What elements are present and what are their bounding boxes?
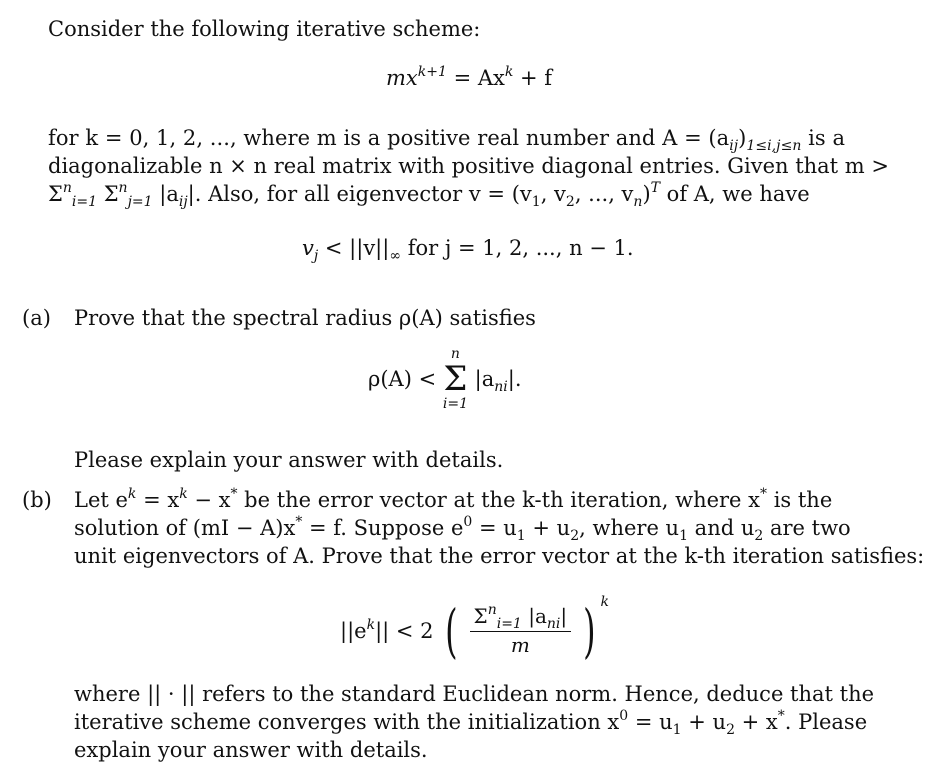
part-b-paren-open: ( xyxy=(445,596,458,665)
part-b-l2-g: are two xyxy=(763,516,851,540)
cond-sub: j xyxy=(313,248,319,264)
part-b-line2 xyxy=(74,514,851,542)
part-b-l1-sup2: k xyxy=(179,486,188,502)
part-b-frac-sum-sup: n xyxy=(487,602,497,618)
part-b-l5-sub: 1 xyxy=(672,722,682,738)
part-b-l1-c: − x xyxy=(187,488,231,512)
part-a-ineq-end: |. xyxy=(507,367,522,391)
part-b-l1-sup3: * xyxy=(230,486,238,502)
part-a-ineq-right: |a xyxy=(474,367,495,391)
part-b-l5-a: iterative scheme converges with the initialization x xyxy=(74,710,620,734)
para1-line1-sub: ij xyxy=(729,138,739,154)
part-b-l1-a: Let e xyxy=(74,488,128,512)
para1-v1-sub: 1 xyxy=(531,194,541,210)
scheme-rhs-b: + f xyxy=(520,66,553,90)
part-b-l1-b: = x xyxy=(136,488,180,512)
part-a-sum-top: n xyxy=(450,346,460,362)
para1-line1 xyxy=(48,124,845,152)
part-b-l5-sub2: 2 xyxy=(726,722,735,738)
part-b-l2-e: , where u xyxy=(579,516,680,540)
para1-vn-sub: n xyxy=(633,194,643,210)
cond-sub2: ∞ xyxy=(389,248,402,264)
scheme-rhs-sup: k xyxy=(504,64,514,80)
part-b-frac-abs-close: | xyxy=(560,604,568,628)
part-b-frac-sum-sub: i=1 xyxy=(496,616,522,632)
part-b-l2-sup2: 0 xyxy=(463,514,473,530)
scheme-equation xyxy=(386,64,552,92)
cond-post: for j = 1, 2, ..., n − 1. xyxy=(401,236,634,260)
cond-mid: < ||v|| xyxy=(318,236,390,260)
part-a-text: Prove that the spectral radius ρ(A) satisfies xyxy=(74,306,536,330)
intro-text: Consider the following iterative scheme: xyxy=(48,17,481,41)
para1-v2-sub: 2 xyxy=(565,194,575,210)
part-b-l5-e: . Please xyxy=(784,710,868,734)
para1-abs-sub: ij xyxy=(178,194,188,210)
scheme-lhs: mx xyxy=(386,66,418,90)
part-a-sum-bot: i=1 xyxy=(442,396,468,412)
part-b-frac-abs-sub: ni xyxy=(546,616,561,632)
part-b-ineq-left: ||e xyxy=(340,618,367,643)
part-b-frac-den: m xyxy=(510,633,530,657)
part-b-l1-sup4: * xyxy=(760,486,768,502)
part-b-l5-b: = u xyxy=(628,710,673,734)
para1-r4: ) xyxy=(642,182,651,206)
part-b-line5 xyxy=(74,708,867,736)
part-b-l2-sub4: 2 xyxy=(754,528,764,544)
para1-sum1: Σ xyxy=(48,182,63,206)
para1-sum2-sub: j=1 xyxy=(127,194,153,210)
para1-sum1-sub: i=1 xyxy=(71,194,98,210)
part-b-l1-d: be the error vector at the k-th iteration, where x xyxy=(237,488,761,512)
para1-line3 xyxy=(48,180,810,208)
para1-r5: of A, we have xyxy=(660,182,810,206)
part-b-l5-sup: 0 xyxy=(619,708,629,724)
part-b-line6: explain your answer with details. xyxy=(74,738,428,762)
part-b-ineq-sup: k xyxy=(366,616,376,633)
scheme-lhs-sup: k+1 xyxy=(417,64,447,80)
part-b-l2-sub3: 1 xyxy=(679,528,688,544)
part-b-l5-d: + x xyxy=(734,710,778,734)
para1-r2: , v xyxy=(540,182,566,206)
part-b-l5-c: + u xyxy=(681,710,727,734)
part-b-l2-c: = u xyxy=(472,516,517,540)
part-b-label: (b) xyxy=(22,488,52,512)
part-b-line3: unit eigenvectors of A. Prove that the error vector at the k-th iteration satisfies: xyxy=(74,544,925,568)
para1-line1-text: for k = 0, 1, 2, ..., where m is a positive real number and A = (a xyxy=(48,126,730,150)
scheme-rhs-a: = Ax xyxy=(453,66,505,90)
para1-line1-sub2: 1≤i,j≤n xyxy=(746,138,802,154)
para1-sum2: Σ xyxy=(97,182,119,206)
para1-line3-rest: |. Also, for all eigenvector v = (v xyxy=(187,182,532,206)
part-b-l5-sup2: * xyxy=(777,708,785,724)
para1-transpose: T xyxy=(650,180,660,196)
part-b-l2-sub2: 2 xyxy=(570,528,580,544)
part-b-l2-sup: * xyxy=(295,514,303,530)
para1-sum2-sup: n xyxy=(118,180,128,196)
part-b-line4: where || · || refers to the standard Euclidean norm. Hence, deduce that the xyxy=(74,682,875,706)
part-a-sum xyxy=(443,346,468,412)
part-b-inequality xyxy=(340,588,609,665)
condition-equation xyxy=(302,234,634,262)
part-b-l2-d: + u xyxy=(525,516,571,540)
part-b-paren-close: ) xyxy=(582,596,596,665)
part-b-line1 xyxy=(74,486,832,514)
part-b-fraction xyxy=(470,603,572,658)
part-b-l2-sub: 1 xyxy=(516,528,526,544)
part-b-l2-b: = f. Suppose e xyxy=(302,516,464,540)
part-b-frac-sum: Σ xyxy=(473,604,488,628)
para1-r3: , ..., v xyxy=(574,182,634,206)
para1-sum1-sup: n xyxy=(62,180,72,196)
part-b-power: k xyxy=(600,594,609,610)
part-b-l1-sup: k xyxy=(127,486,137,502)
cond-pre: v xyxy=(302,236,314,260)
part-b-frac-abs: |a xyxy=(521,604,547,628)
part-a-sum-sign: Σ xyxy=(443,359,468,399)
part-a-label: (a) xyxy=(22,306,51,330)
para1-line1-tail: is a xyxy=(801,126,846,150)
para1-line1-end: ) xyxy=(738,126,747,150)
para1-line2: diagonalizable n × n real matrix with positive diagonal entries. Given that m > xyxy=(48,154,889,178)
part-a-explain: Please explain your answer with details. xyxy=(74,448,504,472)
part-b-ineq-mid: || < 2 xyxy=(375,618,434,643)
part-b-l1-e: is the xyxy=(767,488,833,512)
part-a-ineq-left: ρ(A) < xyxy=(368,367,437,391)
part-b-frac-num xyxy=(470,603,572,632)
part-a-ineq-sub: ni xyxy=(494,379,508,395)
part-a-inequality xyxy=(368,346,522,412)
para1-abs-open: |a xyxy=(152,182,179,206)
part-b-l2-a: solution of (mI − A)x xyxy=(74,516,296,540)
part-b-l2-f: and u xyxy=(688,516,755,540)
